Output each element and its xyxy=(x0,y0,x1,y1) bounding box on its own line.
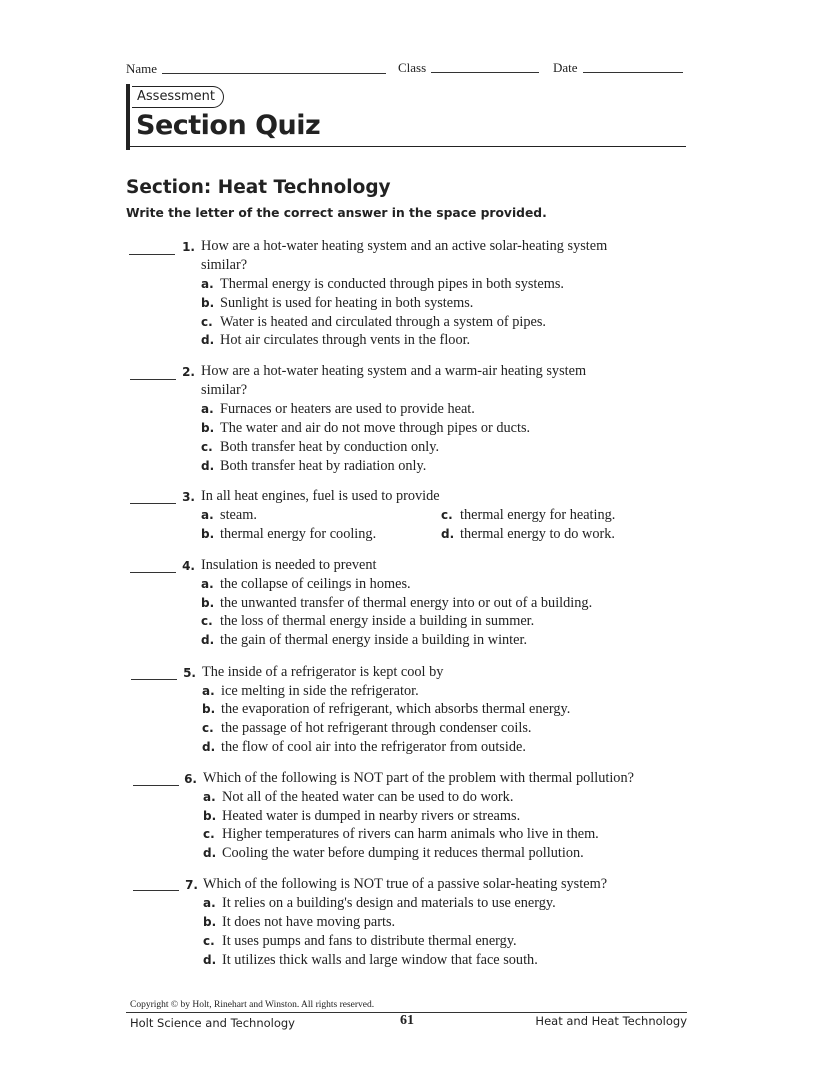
option-text: Higher temperatures of rivers can harm animals who live in them. xyxy=(222,826,599,842)
option-a xyxy=(201,506,257,525)
option-text: It utilizes thick walls and large window that face south. xyxy=(222,952,538,968)
assessment-bar xyxy=(126,84,130,150)
option-text: Not all of the heated water can be used to do work. xyxy=(222,789,514,805)
option-letter: d. xyxy=(203,953,217,967)
option-d xyxy=(441,525,615,544)
question-number: 1. xyxy=(182,240,195,254)
option-letter: d. xyxy=(201,459,215,473)
option-a xyxy=(203,894,556,913)
option-letter: a. xyxy=(201,277,214,291)
option-letter: b. xyxy=(203,915,217,929)
page-title: Section Quiz xyxy=(136,110,321,141)
answer-blank-7[interactable] xyxy=(133,890,179,891)
date-label: Date xyxy=(553,60,578,75)
option-c xyxy=(202,719,531,738)
answer-blank-2[interactable] xyxy=(130,379,176,380)
question-number: 5. xyxy=(183,666,196,680)
assessment-tab: Assessment xyxy=(132,86,224,108)
date-field[interactable] xyxy=(583,72,683,73)
option-text: the loss of thermal energy inside a building in summer. xyxy=(220,613,535,629)
option-text: Heated water is dumped in nearby rivers or streams. xyxy=(222,808,521,824)
answer-blank-5[interactable] xyxy=(131,679,177,680)
option-d xyxy=(201,331,470,350)
title-divider xyxy=(130,146,686,147)
question-stem-cont: similar? xyxy=(201,382,248,398)
option-text: Hot air circulates through vents in the floor. xyxy=(220,332,471,348)
question-number: 7. xyxy=(185,878,198,892)
option-d xyxy=(203,844,584,863)
option-text: thermal energy to do work. xyxy=(460,526,615,542)
option-text: Furnaces or heaters are used to provide heat. xyxy=(220,401,475,417)
option-letter: c. xyxy=(201,614,213,628)
name-field[interactable] xyxy=(162,73,386,74)
answer-blank-4[interactable] xyxy=(130,572,176,573)
page-number: 61 xyxy=(400,1013,414,1028)
option-letter: b. xyxy=(201,527,215,541)
option-text: the gain of thermal energy inside a building in winter. xyxy=(220,632,528,648)
option-a xyxy=(201,275,564,294)
option-letter: d. xyxy=(201,633,215,647)
question-stem: Which of the following is NOT part of the problem with thermal pollution? xyxy=(203,770,634,786)
option-a xyxy=(202,682,419,701)
option-letter: c. xyxy=(201,440,213,454)
option-letter: c. xyxy=(201,315,213,329)
option-letter: b. xyxy=(202,702,216,716)
option-letter: d. xyxy=(203,846,217,860)
option-d xyxy=(201,631,527,650)
question-stem: How are a hot-water heating system and a warm-air heating system xyxy=(201,363,587,379)
option-text: the collapse of ceilings in homes. xyxy=(220,576,411,592)
option-text: the evaporation of refrigerant, which absorbs thermal energy. xyxy=(221,701,571,717)
option-text: The water and air do not move through pipes or ducts. xyxy=(220,420,531,436)
option-letter: c. xyxy=(202,721,214,735)
class-field[interactable] xyxy=(431,72,539,73)
option-letter: a. xyxy=(201,402,214,416)
footer-chapter: Heat and Heat Technology xyxy=(535,1014,687,1028)
option-a xyxy=(201,575,411,594)
question-stem-cont: similar? xyxy=(201,257,248,273)
option-letter: b. xyxy=(201,596,215,610)
option-d xyxy=(201,457,426,476)
question-stem: How are a hot-water heating system and an active solar-heating system xyxy=(201,238,608,254)
option-a xyxy=(203,788,513,807)
option-text: the flow of cool air into the refrigerator from outside. xyxy=(221,739,526,755)
option-b xyxy=(201,294,473,313)
option-text: Cooling the water before dumping it reduces thermal pollution. xyxy=(222,845,584,861)
option-a xyxy=(201,400,475,419)
answer-blank-3[interactable] xyxy=(130,503,176,504)
option-text: It relies on a building's design and materials to use energy. xyxy=(222,895,556,911)
option-d xyxy=(203,951,538,970)
option-text: Thermal energy is conducted through pipes in both systems. xyxy=(220,276,564,292)
option-b xyxy=(201,419,530,438)
option-b xyxy=(201,525,376,544)
option-text: thermal energy for cooling. xyxy=(220,526,377,542)
question-number: 4. xyxy=(182,559,195,573)
answer-blank-6[interactable] xyxy=(133,785,179,786)
option-letter: b. xyxy=(203,809,217,823)
question-number: 3. xyxy=(182,490,195,504)
answer-blank-1[interactable] xyxy=(129,254,175,255)
footer-publisher: Holt Science and Technology xyxy=(130,1016,295,1030)
option-c xyxy=(201,438,439,457)
section-heading: Section: Heat Technology xyxy=(126,177,391,198)
option-text: ice melting in side the refrigerator. xyxy=(221,683,419,699)
option-text: steam. xyxy=(220,507,257,523)
option-c xyxy=(201,612,534,631)
question-stem: The inside of a refrigerator is kept cool by xyxy=(202,664,444,680)
question-stem: In all heat engines, fuel is used to provide xyxy=(201,488,440,504)
option-text: Both transfer heat by radiation only. xyxy=(220,458,427,474)
option-letter: d. xyxy=(201,333,215,347)
option-text: Sunlight is used for heating in both systems. xyxy=(220,295,474,311)
option-letter: a. xyxy=(203,896,216,910)
option-text: It does not have moving parts. xyxy=(222,914,396,930)
option-letter: b. xyxy=(201,296,215,310)
option-c xyxy=(201,313,546,332)
option-d xyxy=(202,738,526,757)
option-c xyxy=(441,506,615,525)
question-number: 6. xyxy=(184,772,197,786)
option-text: Both transfer heat by conduction only. xyxy=(220,439,440,455)
option-letter: d. xyxy=(202,740,216,754)
option-letter: b. xyxy=(201,421,215,435)
option-b xyxy=(203,913,395,932)
option-letter: a. xyxy=(201,577,214,591)
name-label: Name xyxy=(126,61,158,76)
option-letter: c. xyxy=(203,934,215,948)
class-label: Class xyxy=(398,60,427,75)
option-letter: a. xyxy=(201,508,214,522)
option-letter: a. xyxy=(202,684,215,698)
option-letter: c. xyxy=(203,827,215,841)
option-c xyxy=(203,825,599,844)
option-text: the passage of hot refrigerant through condenser coils. xyxy=(221,720,532,736)
option-text: Water is heated and circulated through a system of pipes. xyxy=(220,314,546,330)
option-text: thermal energy for heating. xyxy=(460,507,616,523)
option-b xyxy=(203,807,520,826)
option-letter: d. xyxy=(441,527,455,541)
copyright-notice: Copyright © by Holt, Rinehart and Winston. All rights reserved. xyxy=(130,1000,375,1010)
option-letter: c. xyxy=(441,508,453,522)
option-b xyxy=(201,594,592,613)
option-letter: a. xyxy=(203,790,216,804)
question-stem: Insulation is needed to prevent xyxy=(201,557,377,573)
option-text: It uses pumps and fans to distribute thermal energy. xyxy=(222,933,517,949)
question-number: 2. xyxy=(182,365,195,379)
option-text: the unwanted transfer of thermal energy into or out of a building. xyxy=(220,595,593,611)
instructions: Write the letter of the correct answer in the space provided. xyxy=(126,206,547,220)
question-stem: Which of the following is NOT true of a passive solar-heating system? xyxy=(203,876,608,892)
option-b xyxy=(202,700,570,719)
option-c xyxy=(203,932,517,951)
